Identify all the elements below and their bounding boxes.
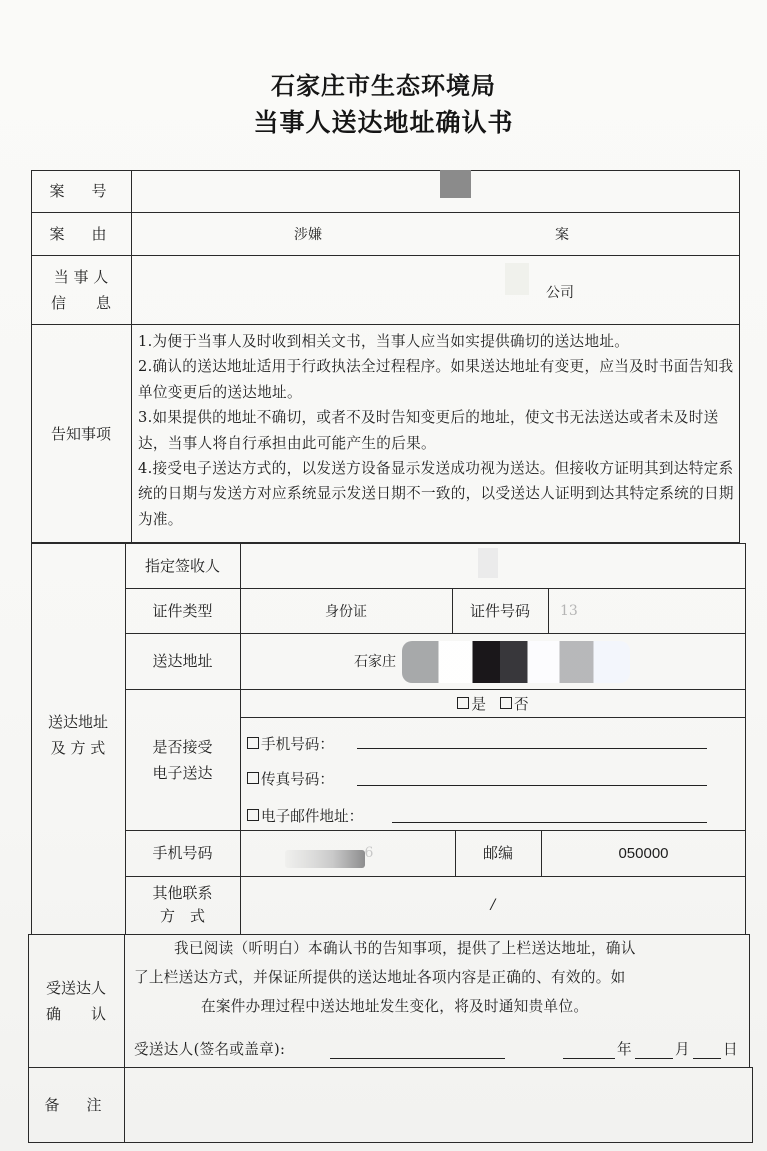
agency-name: 石家庄市生态环境局 — [271, 71, 496, 100]
signature-label: 受送达人(签名或盖章): — [134, 1041, 286, 1058]
other-contact-value: / — [490, 897, 496, 913]
confirmation-line-1: 我已阅读（听明白）本确认书的告知事项，提供了上栏送达地址，确认 — [174, 940, 636, 957]
redacted-block — [478, 548, 498, 578]
confirmation-label — [28, 934, 124, 1068]
delivery-section-label-line1: 送达地址 — [47, 713, 108, 731]
electronic-delivery-label-line1: 是否接受 — [152, 737, 213, 756]
document-title: 当事人送达地址确认书 — [253, 108, 514, 137]
row-divider — [31, 212, 740, 213]
fax-checkbox[interactable] — [247, 772, 259, 784]
confirmation-line-3: 在案件办理过程中送达地址发生变化，将及时通知贵单位。 — [201, 998, 589, 1015]
postcode-value: 050000 — [618, 844, 669, 862]
party-info-suffix: 公司 — [546, 285, 574, 301]
email-option — [247, 802, 363, 828]
delivery-section-label — [31, 690, 125, 780]
redacted-mobile — [285, 850, 365, 868]
electronic-delivery-label-line2: 电子送达 — [152, 763, 213, 782]
row-divider — [240, 717, 746, 718]
phone-option — [247, 730, 334, 756]
id-number-value: 13 — [560, 602, 578, 619]
id-type-value: 身份证 — [325, 603, 367, 620]
case-reason-label: 案 由 — [49, 224, 113, 243]
redacted-block — [440, 170, 471, 198]
email-option-label: 电子邮件地址： — [261, 807, 364, 825]
column-divider — [124, 934, 125, 1068]
party-info-label-line1: 当 事 人 — [53, 267, 109, 286]
id-type-label: 证件类型 — [152, 601, 213, 620]
signature-line[interactable] — [330, 1058, 505, 1059]
phone-input-line[interactable] — [357, 748, 707, 749]
notice-items — [138, 329, 744, 532]
phone-option-label: 手机号码： — [261, 735, 334, 753]
no-checkbox[interactable] — [500, 697, 512, 709]
case-reason-prefix: 涉嫌 — [294, 227, 322, 243]
month-label: 月 — [675, 1041, 690, 1058]
accept-electronic-options — [240, 689, 746, 717]
case-number-label: 案 号 — [49, 182, 113, 200]
remarks-label: 备 注 — [44, 1096, 108, 1114]
address-label: 送达地址 — [152, 652, 213, 670]
remarks-value — [124, 1067, 753, 1143]
yes-checkbox[interactable] — [457, 697, 469, 709]
confirmation-label-line2: 确 认 — [45, 1005, 106, 1023]
confirmation-line-2: 了上栏送达方式，并保证所提供的送达地址各项内容是正确的、有效的。如 — [134, 969, 626, 986]
other-contact-label-line1: 其他联系 — [152, 884, 213, 902]
other-contact-label-line2: 方 式 — [159, 907, 205, 925]
row-divider — [31, 255, 740, 256]
row-divider — [31, 324, 740, 325]
phone-checkbox[interactable] — [247, 737, 259, 749]
mobile-value-suffix: 6 — [364, 845, 374, 861]
notice-item-4: 4.接受电子送达方式的，以发送方设备显示发送成功视为送达。但接收方证明其到达特定系统的日期与发送方对应系统显示发送日期不一致的，以受送达人证明到达其特定系统的日期为准。 — [138, 460, 734, 528]
fax-input-line[interactable] — [357, 785, 707, 786]
column-divider — [548, 588, 549, 633]
notice-label: 告知事项 — [50, 424, 111, 443]
email-checkbox[interactable] — [247, 809, 259, 821]
designated-recipient-label: 指定签收人 — [144, 556, 220, 575]
day-line[interactable] — [693, 1058, 721, 1059]
id-number-label: 证件号码 — [469, 601, 530, 620]
other-contact-label — [125, 876, 240, 934]
notice-item-2: 2.确认的送达地址适用于行政执法全过程程序。如果送达地址有变更，应当及时书面告知我单位变更后的送达地址。 — [138, 358, 734, 401]
yes-label: 是 — [471, 695, 486, 713]
year-line[interactable] — [563, 1058, 615, 1059]
redacted-block — [505, 263, 529, 295]
case-number-value — [131, 170, 740, 212]
party-info-label — [31, 255, 131, 324]
party-info-label-line2: 信 息 — [50, 293, 111, 312]
column-divider — [131, 170, 132, 543]
notice-item-3: 3.如果提供的地址不确切，或者不及时告知变更后的地址，使文书无法送达或者未及时送达，当事人将自行承担由此可能产生的后果。 — [138, 409, 719, 452]
fax-option-label: 传真号码： — [261, 770, 334, 788]
no-label: 否 — [514, 695, 529, 713]
redacted-address — [402, 641, 630, 683]
address-value: 石家庄 — [354, 654, 396, 670]
electronic-delivery-label — [125, 689, 240, 830]
fax-option — [247, 765, 334, 791]
postcode-label: 邮编 — [482, 844, 513, 862]
month-line[interactable] — [635, 1058, 673, 1059]
case-reason-suffix: 案 — [555, 227, 569, 243]
notice-item-1: 1.为便于当事人及时收到相关文书，当事人应当如实提供确切的送达地址。 — [138, 333, 630, 350]
delivery-section-label-line2: 及 方 式 — [50, 739, 106, 757]
day-label: 日 — [723, 1041, 738, 1058]
mobile-label: 手机号码 — [152, 844, 213, 862]
confirmation-label-line1: 受送达人 — [45, 979, 106, 997]
email-input-line[interactable] — [392, 822, 707, 823]
year-label: 年 — [617, 1041, 632, 1058]
